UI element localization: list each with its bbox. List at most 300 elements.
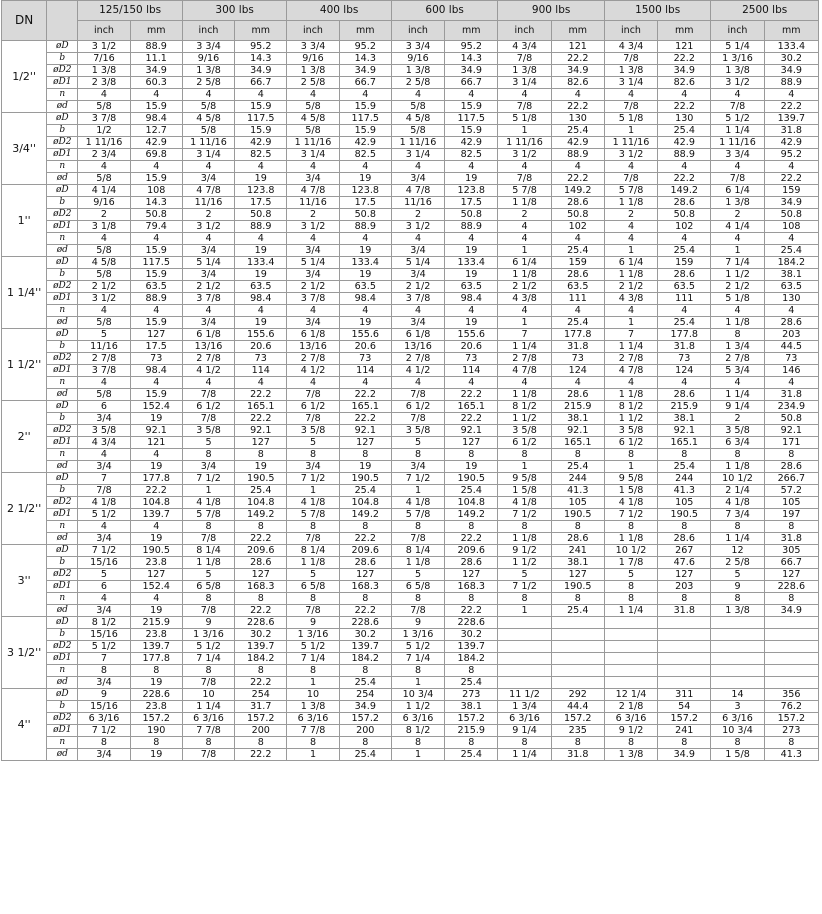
table-row <box>2 689 819 701</box>
value-inch-cell: 8 <box>711 737 764 749</box>
value-inch-cell <box>604 641 657 653</box>
value-inch-cell <box>711 617 764 629</box>
value-mm-cell: 15.9 <box>339 125 391 137</box>
value-mm-cell: 117.5 <box>445 113 498 125</box>
value-mm-cell: 19 <box>130 677 182 689</box>
value-inch-cell: 1 3/8 <box>498 65 551 77</box>
value-inch-cell: 2 5/8 <box>182 77 234 89</box>
value-inch-cell: 5/8 <box>287 101 339 113</box>
value-inch-cell: 7/8 <box>287 533 339 545</box>
table-row <box>2 737 819 749</box>
value-inch-cell: 9/16 <box>182 53 234 65</box>
value-inch-cell: 4 <box>78 233 130 245</box>
value-mm-cell: 8 <box>764 449 818 461</box>
value-mm-cell: 14.3 <box>339 53 391 65</box>
table-row <box>2 677 819 689</box>
value-mm-cell: 149.2 <box>445 509 498 521</box>
value-inch-cell: 5 1/8 <box>604 113 657 125</box>
value-inch-cell: 9 5/8 <box>604 473 657 485</box>
value-inch-cell: 1 <box>287 749 339 761</box>
value-inch-cell: 1 11/16 <box>287 137 339 149</box>
value-mm-cell: 124 <box>551 365 604 377</box>
value-mm-cell: 8 <box>764 737 818 749</box>
value-inch-cell: 6 1/2 <box>182 401 234 413</box>
value-mm-cell: 124 <box>658 365 711 377</box>
value-inch-cell: 5/8 <box>391 125 444 137</box>
value-mm-cell: 209.6 <box>445 545 498 557</box>
value-mm-cell: 73 <box>658 353 711 365</box>
value-inch-cell <box>604 653 657 665</box>
value-inch-cell: 3/4 <box>78 749 130 761</box>
value-inch-cell: 5 <box>287 437 339 449</box>
value-mm-cell: 4 <box>130 449 182 461</box>
value-inch-cell: 10 1/2 <box>604 545 657 557</box>
value-inch-cell: 1 1/8 <box>711 461 764 473</box>
value-inch-cell: 4 1/2 <box>182 365 234 377</box>
value-inch-cell: 1 1/4 <box>182 701 234 713</box>
value-mm-cell: 22.2 <box>445 605 498 617</box>
value-mm-cell: 121 <box>130 437 182 449</box>
value-mm-cell: 8 <box>551 449 604 461</box>
value-inch-cell: 11/16 <box>182 197 234 209</box>
value-mm-cell: 22.2 <box>235 677 287 689</box>
value-mm-cell: 92.1 <box>551 425 604 437</box>
table-row <box>2 185 819 197</box>
value-mm-cell: 149.2 <box>339 509 391 521</box>
value-mm-cell: 19 <box>445 461 498 473</box>
value-mm-cell: 25.4 <box>235 485 287 497</box>
value-inch-cell: 10 1/2 <box>711 473 764 485</box>
value-mm-cell: 66.7 <box>445 77 498 89</box>
value-mm-cell: 22.2 <box>658 173 711 185</box>
value-mm-cell: 63.5 <box>551 281 604 293</box>
value-inch-cell: 5/8 <box>78 245 130 257</box>
value-inch-cell: 8 <box>391 593 444 605</box>
value-inch-cell: 5 <box>498 569 551 581</box>
table-row <box>2 545 819 557</box>
value-inch-cell: 5 <box>78 329 130 341</box>
value-mm-cell: 30.2 <box>764 53 818 65</box>
value-mm-cell: 4 <box>445 233 498 245</box>
value-inch-cell: 1 <box>287 677 339 689</box>
value-inch-cell: 4 7/8 <box>604 365 657 377</box>
value-inch-cell: 3 7/8 <box>182 293 234 305</box>
value-inch-cell: 4 3/8 <box>604 293 657 305</box>
value-mm-cell: 88.9 <box>764 77 818 89</box>
value-inch-cell: 2 7/8 <box>78 353 130 365</box>
value-inch-cell: 4 <box>182 161 234 173</box>
value-inch-cell: 4 <box>182 377 234 389</box>
value-mm-cell: 190.5 <box>235 473 287 485</box>
value-inch-cell: 1 <box>391 485 444 497</box>
value-mm-cell: 22.2 <box>445 413 498 425</box>
value-inch-cell: 6 <box>78 401 130 413</box>
value-mm-cell <box>764 653 818 665</box>
value-inch-cell: 4 <box>78 161 130 173</box>
table-row <box>2 641 819 653</box>
value-inch-cell: 7/8 <box>287 413 339 425</box>
table-row <box>2 665 819 677</box>
table-row <box>2 533 819 545</box>
dimension-symbol-cell: b <box>47 629 78 641</box>
value-mm-cell: 4 <box>551 161 604 173</box>
value-inch-cell: 1 <box>391 749 444 761</box>
dimension-symbol-cell: n <box>47 233 78 245</box>
table-row <box>2 329 819 341</box>
table-row <box>2 65 819 77</box>
value-inch-cell: 4 3/4 <box>604 41 657 53</box>
value-inch-cell: 3 1/2 <box>498 149 551 161</box>
value-mm-cell: 146 <box>764 365 818 377</box>
value-mm-cell: 22.2 <box>339 413 391 425</box>
value-mm-cell: 50.8 <box>445 209 498 221</box>
value-inch-cell: 6 1/4 <box>711 185 764 197</box>
value-inch-cell: 8 <box>182 665 234 677</box>
value-inch-cell: 5 1/2 <box>78 509 130 521</box>
table-row <box>2 317 819 329</box>
value-mm-cell: 54 <box>658 701 711 713</box>
value-mm-cell: 66.7 <box>764 557 818 569</box>
value-inch-cell: 7 7/8 <box>287 725 339 737</box>
value-inch-cell: 1 <box>498 461 551 473</box>
value-mm-cell: 98.4 <box>130 365 182 377</box>
unit-header-row <box>2 21 819 41</box>
value-mm-cell: 228.6 <box>339 617 391 629</box>
value-inch-cell: 4 <box>78 449 130 461</box>
value-inch-cell: 3 5/8 <box>711 425 764 437</box>
value-inch-cell: 8 <box>711 521 764 533</box>
value-inch-cell: 7 1/2 <box>78 725 130 737</box>
value-mm-cell: 8 <box>658 521 711 533</box>
value-inch-cell: 1 5/8 <box>604 485 657 497</box>
value-mm-cell: 19 <box>130 533 182 545</box>
table-row <box>2 269 819 281</box>
table-row <box>2 461 819 473</box>
value-inch-cell: 4 <box>604 221 657 233</box>
value-mm-cell: 254 <box>339 689 391 701</box>
value-mm-cell: 111 <box>551 293 604 305</box>
value-inch-cell: 8 <box>287 665 339 677</box>
value-mm-cell: 203 <box>764 329 818 341</box>
value-mm-cell: 8 <box>658 737 711 749</box>
value-inch-cell: 2 1/2 <box>287 281 339 293</box>
value-mm-cell: 82.5 <box>235 149 287 161</box>
value-inch-cell: 2 1/4 <box>711 485 764 497</box>
value-mm-cell: 34.9 <box>764 605 818 617</box>
value-mm-cell: 4 <box>339 89 391 101</box>
value-inch-cell: 15/16 <box>78 629 130 641</box>
value-mm-cell: 12.7 <box>130 125 182 137</box>
value-mm-cell: 4 <box>130 161 182 173</box>
value-mm-cell: 31.8 <box>658 605 711 617</box>
value-inch-cell: 9 <box>287 617 339 629</box>
value-inch-cell: 4 <box>182 233 234 245</box>
value-inch-cell: 6 3/16 <box>287 713 339 725</box>
value-mm-cell: 215.9 <box>658 401 711 413</box>
value-inch-cell: 2 <box>287 209 339 221</box>
value-mm-cell: 22.2 <box>445 389 498 401</box>
value-mm-cell: 4 <box>551 377 604 389</box>
value-mm-cell: 8 <box>764 521 818 533</box>
dimension-symbol-cell: øD2 <box>47 353 78 365</box>
dimension-symbol-cell: ød <box>47 461 78 473</box>
class-header-2500: 2500 lbs <box>711 1 819 21</box>
value-mm-cell <box>551 629 604 641</box>
symbol-header <box>47 1 78 41</box>
value-inch-cell: 6 1/4 <box>604 257 657 269</box>
value-inch-cell: 2 <box>391 209 444 221</box>
value-inch-cell: 8 1/4 <box>391 545 444 557</box>
value-mm-cell: 356 <box>764 689 818 701</box>
value-inch-cell: 7 1/2 <box>78 545 130 557</box>
value-inch-cell: 4 <box>78 593 130 605</box>
value-mm-cell: 22.2 <box>235 389 287 401</box>
value-mm-cell: 63.5 <box>658 281 711 293</box>
value-mm-cell: 34.9 <box>764 197 818 209</box>
dn-size-cell: 3 1/2'' <box>2 617 47 689</box>
value-mm-cell: 130 <box>551 113 604 125</box>
value-inch-cell: 4 <box>498 233 551 245</box>
value-mm-cell: 19 <box>339 461 391 473</box>
value-mm-cell <box>551 665 604 677</box>
value-mm-cell: 22.2 <box>764 173 818 185</box>
class-header-900: 900 lbs <box>498 1 605 21</box>
table-row <box>2 197 819 209</box>
value-inch-cell: 3 5/8 <box>498 425 551 437</box>
unit-header-mm: mm <box>658 21 711 41</box>
value-inch-cell: 7 1/2 <box>391 473 444 485</box>
dimension-symbol-cell: øD <box>47 617 78 629</box>
value-inch-cell: 2 1/2 <box>78 281 130 293</box>
table-row <box>2 629 819 641</box>
value-mm-cell: 23.8 <box>130 701 182 713</box>
value-mm-cell: 34.9 <box>130 65 182 77</box>
value-inch-cell: 3/4 <box>391 245 444 257</box>
value-inch-cell: 4 7/8 <box>182 185 234 197</box>
value-inch-cell: 10 <box>182 689 234 701</box>
value-inch-cell: 3/4 <box>287 461 339 473</box>
class-header-300: 300 lbs <box>182 1 287 21</box>
value-mm-cell: 73 <box>339 353 391 365</box>
value-inch-cell: 1 <box>604 317 657 329</box>
dimension-symbol-cell: øD <box>47 113 78 125</box>
value-inch-cell: 3/4 <box>182 317 234 329</box>
dimension-symbol-cell: øD1 <box>47 77 78 89</box>
value-inch-cell: 2 1/8 <box>604 701 657 713</box>
value-mm-cell: 25.4 <box>445 749 498 761</box>
value-mm-cell: 19 <box>339 269 391 281</box>
value-mm-cell: 8 <box>551 521 604 533</box>
value-mm-cell: 25.4 <box>764 245 818 257</box>
value-mm-cell: 25.4 <box>551 125 604 137</box>
value-mm-cell: 127 <box>339 437 391 449</box>
value-inch-cell: 4 1/8 <box>182 497 234 509</box>
dimension-symbol-cell: øD <box>47 329 78 341</box>
value-mm-cell: 19 <box>235 269 287 281</box>
value-mm-cell: 57.2 <box>764 485 818 497</box>
value-mm-cell: 92.1 <box>764 425 818 437</box>
value-mm-cell: 8 <box>130 737 182 749</box>
unit-header-inch: inch <box>287 21 339 41</box>
value-inch-cell: 2 1/2 <box>391 281 444 293</box>
value-inch-cell: 1 1/2 <box>604 413 657 425</box>
value-inch-cell: 9 1/2 <box>604 725 657 737</box>
table-row <box>2 725 819 737</box>
value-inch-cell: 1 1/8 <box>287 557 339 569</box>
value-inch-cell: 3/4 <box>391 173 444 185</box>
value-inch-cell: 8 <box>498 521 551 533</box>
dimension-symbol-cell: n <box>47 305 78 317</box>
value-mm-cell: 157.2 <box>130 713 182 725</box>
value-mm-cell: 152.4 <box>130 581 182 593</box>
value-mm-cell: 215.9 <box>445 725 498 737</box>
value-inch-cell: 5 7/8 <box>287 509 339 521</box>
value-inch-cell: 3 1/2 <box>78 293 130 305</box>
dimension-symbol-cell: øD2 <box>47 497 78 509</box>
table-row <box>2 173 819 185</box>
value-inch-cell: 6 1/4 <box>498 257 551 269</box>
value-mm-cell: 157.2 <box>445 713 498 725</box>
value-mm-cell: 8 <box>235 737 287 749</box>
value-mm-cell: 139.7 <box>130 509 182 521</box>
value-mm-cell: 42.9 <box>339 137 391 149</box>
value-mm-cell: 168.3 <box>445 581 498 593</box>
value-mm-cell: 127 <box>235 569 287 581</box>
table-row <box>2 569 819 581</box>
value-mm-cell: 190 <box>130 725 182 737</box>
value-mm-cell: 4 <box>235 305 287 317</box>
value-mm-cell: 8 <box>130 665 182 677</box>
dimension-symbol-cell: ød <box>47 245 78 257</box>
value-mm-cell: 117.5 <box>235 113 287 125</box>
value-mm-cell: 22.2 <box>130 485 182 497</box>
value-mm-cell: 8 <box>339 521 391 533</box>
value-inch-cell: 1 1/8 <box>498 389 551 401</box>
value-mm-cell: 4 <box>130 233 182 245</box>
value-mm-cell: 273 <box>445 689 498 701</box>
value-mm-cell: 4 <box>339 305 391 317</box>
value-inch-cell: 7/8 <box>391 413 444 425</box>
value-inch-cell: 5 1/4 <box>182 257 234 269</box>
table-row <box>2 521 819 533</box>
value-mm-cell: 22.2 <box>339 605 391 617</box>
value-inch-cell: 1 1/4 <box>711 533 764 545</box>
table-row <box>2 425 819 437</box>
value-inch-cell: 4 <box>78 521 130 533</box>
value-inch-cell: 1 3/16 <box>182 629 234 641</box>
value-inch-cell: 1 <box>498 245 551 257</box>
value-inch-cell: 3/4 <box>78 413 130 425</box>
value-inch-cell: 7 1/4 <box>287 653 339 665</box>
value-mm-cell: 25.4 <box>658 245 711 257</box>
value-mm-cell: 50.8 <box>764 413 818 425</box>
value-inch-cell: 2 <box>711 413 764 425</box>
value-mm-cell: 25.4 <box>658 125 711 137</box>
value-mm-cell: 22.2 <box>551 101 604 113</box>
value-inch-cell: 6 3/16 <box>78 713 130 725</box>
value-mm-cell: 159 <box>658 257 711 269</box>
dimension-symbol-cell: ød <box>47 101 78 113</box>
value-mm-cell: 127 <box>130 329 182 341</box>
value-inch-cell: 7/8 <box>182 749 234 761</box>
value-inch-cell: 7/8 <box>604 173 657 185</box>
value-mm-cell: 235 <box>551 725 604 737</box>
value-mm-cell: 73 <box>235 353 287 365</box>
value-inch-cell: 4 <box>78 305 130 317</box>
value-inch-cell: 5 7/8 <box>182 509 234 521</box>
value-inch-cell: 3/4 <box>182 461 234 473</box>
value-mm-cell: 149.2 <box>658 185 711 197</box>
value-mm-cell: 19 <box>235 245 287 257</box>
value-inch-cell: 8 <box>391 449 444 461</box>
dimension-symbol-cell: b <box>47 701 78 713</box>
value-mm-cell: 25.4 <box>551 605 604 617</box>
value-mm-cell: 28.6 <box>551 389 604 401</box>
dimension-symbol-cell: øD2 <box>47 713 78 725</box>
value-mm-cell: 111 <box>658 293 711 305</box>
value-inch-cell: 8 <box>711 593 764 605</box>
value-inch-cell <box>604 677 657 689</box>
value-inch-cell: 1 1/8 <box>604 389 657 401</box>
value-inch-cell: 9 <box>182 617 234 629</box>
dimension-symbol-cell: b <box>47 197 78 209</box>
value-mm-cell: 190.5 <box>445 473 498 485</box>
value-inch-cell: 6 3/4 <box>711 437 764 449</box>
value-mm-cell: 47.6 <box>658 557 711 569</box>
value-mm-cell: 11.1 <box>130 53 182 65</box>
value-inch-cell: 4 7/8 <box>391 185 444 197</box>
value-inch-cell: 3 3/4 <box>711 149 764 161</box>
value-mm-cell: 190.5 <box>551 581 604 593</box>
dimension-symbol-cell: øD1 <box>47 509 78 521</box>
value-inch-cell: 6 3/16 <box>498 713 551 725</box>
value-inch-cell: 3 1/4 <box>287 149 339 161</box>
value-inch-cell: 1 1/8 <box>498 197 551 209</box>
value-mm-cell: 15.9 <box>445 125 498 137</box>
value-inch-cell: 1 1/4 <box>711 389 764 401</box>
value-inch-cell: 9/16 <box>391 53 444 65</box>
value-inch-cell: 7 1/2 <box>604 509 657 521</box>
table-row <box>2 473 819 485</box>
value-mm-cell: 4 <box>445 305 498 317</box>
value-mm-cell: 50.8 <box>339 209 391 221</box>
value-inch-cell: 4 <box>498 305 551 317</box>
value-mm-cell: 25.4 <box>551 245 604 257</box>
value-mm-cell: 184.2 <box>339 653 391 665</box>
value-mm-cell: 8 <box>339 593 391 605</box>
value-inch-cell: 1 3/8 <box>78 65 130 77</box>
value-mm-cell: 19 <box>339 245 391 257</box>
value-mm-cell: 311 <box>658 689 711 701</box>
value-inch-cell: 8 <box>287 449 339 461</box>
table-row <box>2 509 819 521</box>
value-mm-cell: 25.4 <box>658 461 711 473</box>
value-inch-cell: 11/16 <box>287 197 339 209</box>
value-mm-cell: 105 <box>551 497 604 509</box>
value-inch-cell: 8 <box>391 737 444 749</box>
value-mm-cell: 34.9 <box>339 701 391 713</box>
value-mm-cell: 31.8 <box>551 341 604 353</box>
value-inch-cell: 2 <box>182 209 234 221</box>
value-inch-cell: 6 1/2 <box>604 437 657 449</box>
value-inch-cell: 14 <box>711 689 764 701</box>
value-inch-cell: 4 <box>498 89 551 101</box>
value-mm-cell: 14.3 <box>130 197 182 209</box>
value-inch-cell: 1 <box>604 125 657 137</box>
value-inch-cell: 9 <box>711 581 764 593</box>
value-inch-cell: 5/8 <box>78 389 130 401</box>
value-mm-cell: 15.9 <box>130 101 182 113</box>
